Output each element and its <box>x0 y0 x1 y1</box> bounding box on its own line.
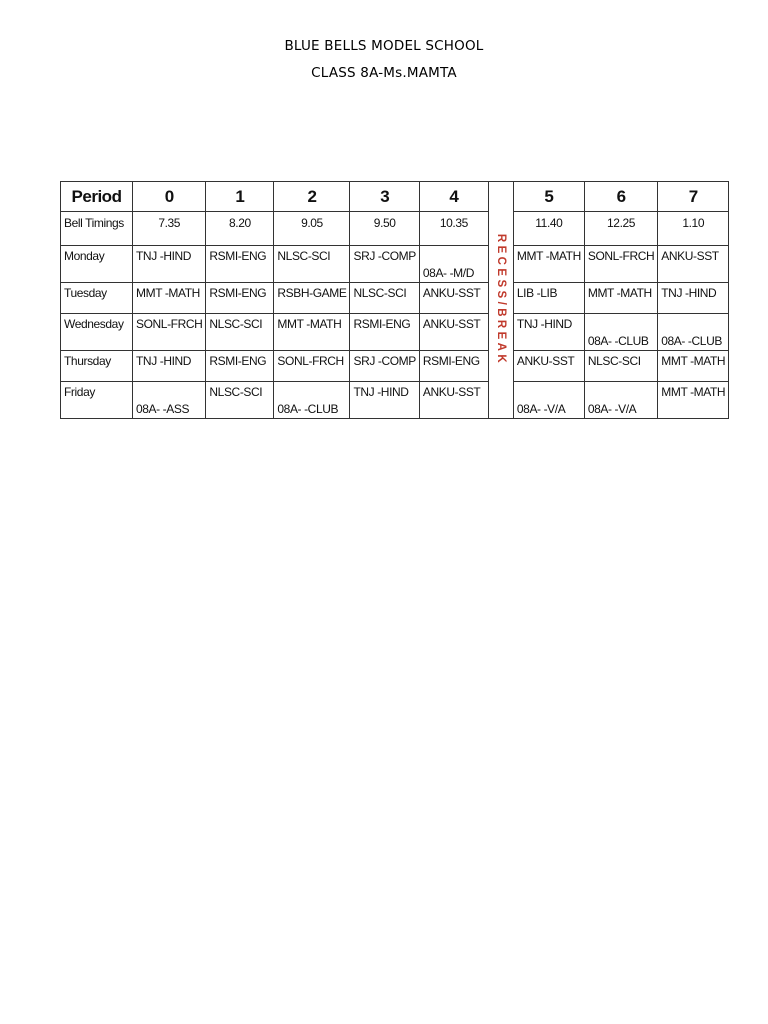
period-3: 3 <box>350 182 419 212</box>
class-cell: MMT -MATH <box>658 382 729 419</box>
bell-time: 10.35 <box>419 212 488 246</box>
class-cell: MMT -MATH <box>274 314 350 351</box>
period-label: Period <box>61 182 133 212</box>
class-cell: NLSC-SCI <box>350 283 419 314</box>
class-cell: MMT -MATH <box>584 283 657 314</box>
class-cell: RSMI-ENG <box>206 283 274 314</box>
period-1: 1 <box>206 182 274 212</box>
class-cell: 08A- -CLUB <box>658 314 729 351</box>
class-cell: 08A- -ASS <box>133 382 206 419</box>
class-cell: SONL-FRCH <box>584 246 657 283</box>
period-header-row <box>61 182 729 212</box>
period-6: 6 <box>584 182 657 212</box>
class-cell: RSMI-ENG <box>206 351 274 382</box>
class-title: CLASS 8A-Ms.MAMTA <box>311 65 457 81</box>
bell-timings-row <box>61 212 729 246</box>
day-row-tuesday <box>61 283 729 314</box>
period-4: 4 <box>419 182 488 212</box>
class-cell: RSBH-GAME <box>274 283 350 314</box>
class-cell: TNJ -HIND <box>513 314 584 351</box>
class-cell: SRJ -COMP <box>350 351 419 382</box>
class-cell: ANKU-SST <box>419 283 488 314</box>
class-cell: RSMI-ENG <box>350 314 419 351</box>
bell-time: 9.05 <box>274 212 350 246</box>
class-cell: TNJ -HIND <box>133 246 206 283</box>
class-cell: TNJ -HIND <box>133 351 206 382</box>
timetable <box>60 181 729 419</box>
bell-time: 11.40 <box>513 212 584 246</box>
class-cell: NLSC-SCI <box>584 351 657 382</box>
class-cell: ANKU-SST <box>419 382 488 419</box>
class-cell: TNJ -HIND <box>350 382 419 419</box>
class-cell: NLSC-SCI <box>206 382 274 419</box>
class-cell: 08A- -V/A <box>584 382 657 419</box>
class-cell: NLSC-SCI <box>206 314 274 351</box>
class-cell: SRJ -COMP <box>350 246 419 283</box>
class-cell: 08A- -M/D <box>419 246 488 283</box>
recess-break-label: RECESS/BREAK <box>494 233 507 367</box>
bell-timings-label: Bell Timings <box>61 212 133 246</box>
class-cell: SONL-FRCH <box>274 351 350 382</box>
day-label: Monday <box>61 246 133 283</box>
class-cell: TNJ -HIND <box>658 283 729 314</box>
class-cell: 08A- -CLUB <box>584 314 657 351</box>
day-label: Tuesday <box>61 283 133 314</box>
period-7: 7 <box>658 182 729 212</box>
class-cell: NLSC-SCI <box>274 246 350 283</box>
bell-time: 1.10 <box>658 212 729 246</box>
class-cell: ANKU-SST <box>513 351 584 382</box>
class-cell: MMT -MATH <box>658 351 729 382</box>
class-cell: LIB -LIB <box>513 283 584 314</box>
bell-time: 9.50 <box>350 212 419 246</box>
class-cell: RSMI-ENG <box>419 351 488 382</box>
period-0: 0 <box>133 182 206 212</box>
day-row-monday <box>61 246 729 283</box>
school-name: BLUE BELLS MODEL SCHOOL <box>284 38 484 54</box>
class-cell: ANKU-SST <box>658 246 729 283</box>
period-5: 5 <box>513 182 584 212</box>
bell-time: 7.35 <box>133 212 206 246</box>
class-cell: MMT -MATH <box>513 246 584 283</box>
day-label: Wednesday <box>61 314 133 351</box>
class-cell: 08A- -CLUB <box>274 382 350 419</box>
day-label: Thursday <box>61 351 133 382</box>
class-cell: 08A- -V/A <box>513 382 584 419</box>
bell-time: 12.25 <box>584 212 657 246</box>
class-cell: SONL-FRCH <box>133 314 206 351</box>
recess-break-column <box>488 182 513 419</box>
day-row-thursday <box>61 351 729 382</box>
class-cell: MMT -MATH <box>133 283 206 314</box>
day-label: Friday <box>61 382 133 419</box>
day-row-friday <box>61 382 729 419</box>
period-2: 2 <box>274 182 350 212</box>
bell-time: 8.20 <box>206 212 274 246</box>
class-cell: ANKU-SST <box>419 314 488 351</box>
class-cell: RSMI-ENG <box>206 246 274 283</box>
day-row-wednesday <box>61 314 729 351</box>
